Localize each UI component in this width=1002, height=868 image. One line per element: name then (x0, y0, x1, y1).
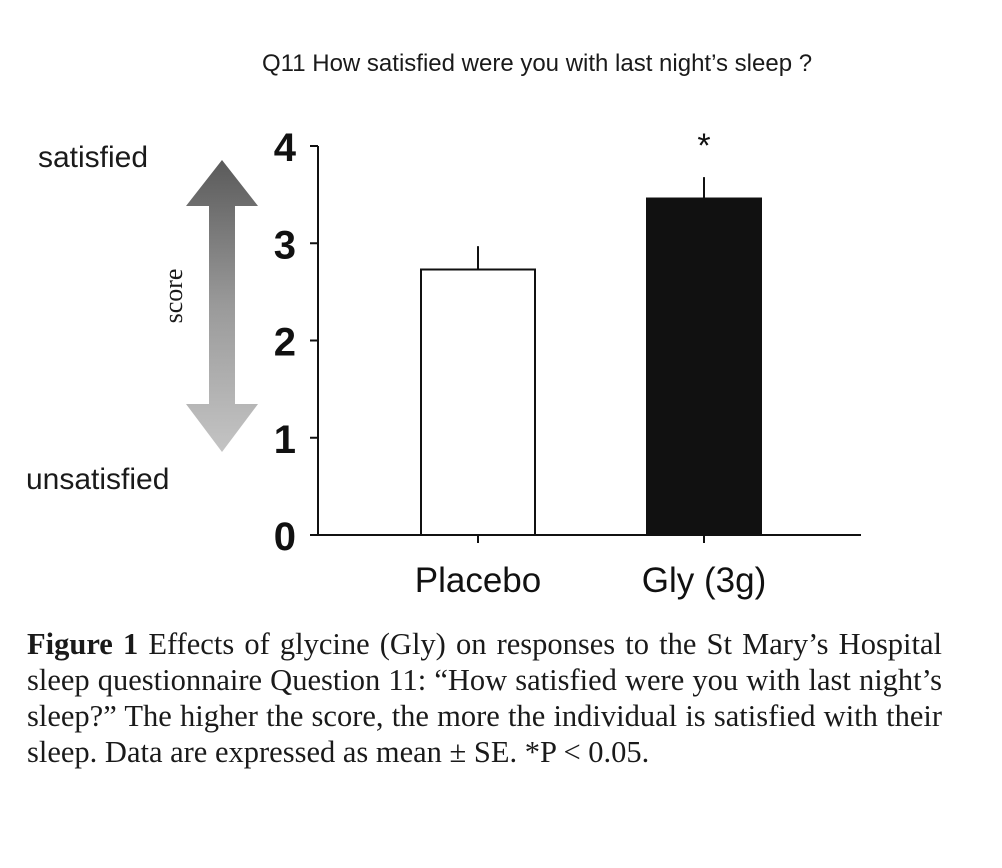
scale-axis-label: score (159, 268, 188, 324)
figure-caption (27, 626, 942, 770)
x-tick-label: Gly (3g) (641, 561, 767, 600)
scale-top-label: satisfied (38, 141, 149, 174)
significance-marker: * (697, 127, 711, 166)
caption-text: Effects of glycine (Gly) on responses to the St Mary’s Hospital sleep questionnaire Question 11: “How satisfied were you with last night’s sleep?” The higher the score, the more the individual is satisfied with their sleep. Data are expressed as mean ± SE. *P < 0.05. (27, 627, 943, 769)
bars (415, 127, 766, 600)
y-tick-label: 1 (273, 417, 296, 462)
x-tick-label: Placebo (414, 561, 542, 600)
bar-glycine (647, 199, 761, 535)
chart-title: Q11 How satisfied were you with last night’s sleep ? (262, 50, 813, 77)
caption-label: Figure 1 (27, 627, 139, 661)
y-tick-label: 2 (273, 320, 296, 365)
double-arrow-icon (186, 160, 258, 452)
y-ticks (274, 126, 318, 559)
bar-placebo (421, 270, 535, 535)
y-tick-label: 4 (273, 126, 296, 170)
scale-bottom-label: unsatisfied (26, 463, 170, 496)
y-tick-label: 0 (273, 515, 296, 559)
y-tick-label: 3 (273, 223, 296, 268)
